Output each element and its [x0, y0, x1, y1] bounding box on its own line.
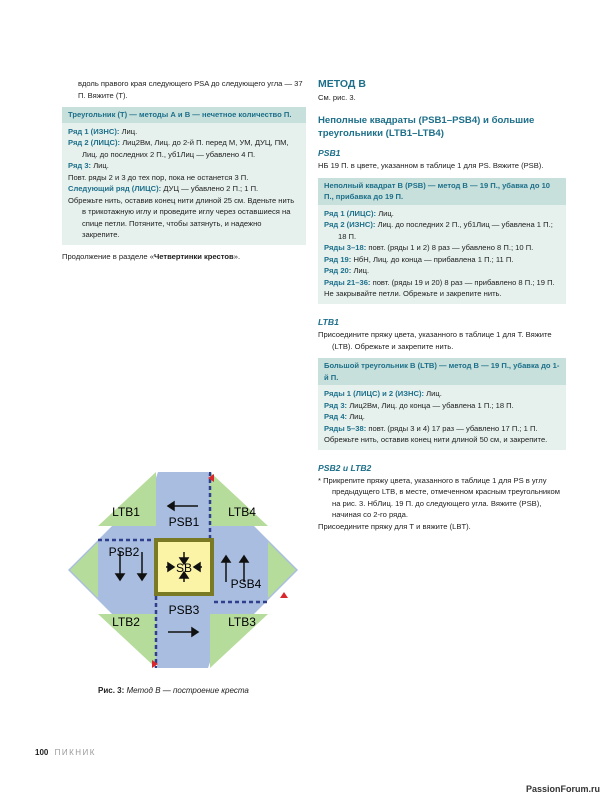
psb-box-header: Неполный квадрат В (PSB) — метод В — 19 П., убавка до 10 П., прибавка до 19 П. — [318, 178, 566, 205]
left-green-wedge — [70, 542, 98, 598]
triangle-row1: Ряд 1 (ИЗНС): Лиц. — [68, 126, 138, 136]
psb2-attach: Присоедините пряжу для Т и вяжите (LBT). — [318, 521, 471, 531]
intro-text: вдоль правого края следующего PSA до следующего угла — 37 П. Вяжите (Т). — [78, 79, 303, 100]
ltb1-title: LTB1 — [318, 316, 339, 327]
label-ltb1: LTB1 — [112, 505, 140, 519]
page-number: 100 — [35, 748, 49, 757]
psb-rows21-36: Ряды 21–36: повт. (ряды 19 и 20) 8 раз — прибавлено 8 П.; 19 П. — [324, 277, 555, 287]
section-title: Неполные квадраты (PSB1–PSB4) и большие треугольники (LTB1–LTB4) — [318, 115, 535, 140]
label-ltb4: LTB4 — [228, 505, 256, 519]
triangle-row2: Ряд 2 (ЛИЦС): Лиц2Вм, Лиц. до 2-й П. перед М, УМ, ДУЦ, ПМ, Лиц. до последних 2 П., уб1Лиц — убавлено 4 П. — [68, 138, 289, 159]
psb-instructions-box — [318, 178, 566, 304]
label-psb2: PSB2 — [108, 545, 140, 559]
continue-note: Продолжение в разделе «Четвертинки крестов». — [62, 251, 241, 261]
watermark: PassionForum.ru — [525, 784, 600, 794]
label-psb4: PSB4 — [230, 577, 262, 591]
figure-caption: Рис. 3: Метод В — построение креста — [98, 686, 249, 695]
psb-rows3-18: Ряды 3–18: повт. (ряды 1 и 2) 8 раз — убавлено 8 П.; 10 П. — [324, 243, 534, 253]
psb-row19: Ряд 19: НбН, Лиц. до конца — прибавлена 1 П.; 11 П. — [324, 254, 514, 264]
magazine-name: ПИКНИК — [54, 748, 96, 757]
psb2-note: * Прикрепите пряжу цвета, указанного в таблице 1 для PS в углу предыдущего LTB, в месте, отмеченном красным треугольником на рис. 3. НбЛиц. 19 П. до следующего угла. Вяжите (PSB), начиная со 2-го ряда. — [318, 475, 560, 520]
triangle-repeat: Повт. ряды 2 и 3 до тех пор, пока не останется 3 П. — [68, 172, 249, 182]
continue-link[interactable]: Четвертинки крестов — [153, 251, 234, 261]
triangle-instructions-box — [62, 107, 306, 245]
ltb-cut: Обрежьте нить, оставив конец нити длиной 50 см, и закрепите. — [324, 435, 548, 445]
ltb-row4: Ряд 4: Лиц. — [324, 412, 365, 422]
method-ref: См. рис. 3. — [318, 92, 356, 102]
cross-diagram — [68, 464, 298, 676]
ltb-box-header: Большой треугольник В (LTB) — метод В — 19 П., убавка до 1-й П. — [318, 358, 566, 385]
psb-row2: Ряд 2 (ИЗНС): Лиц. до последних 2 П., уб1Лиц — убавлена 1 П.; 18 П. — [324, 220, 553, 241]
red-marker-right — [280, 592, 288, 598]
psb2-title: PSB2 и LTB2 — [318, 462, 372, 473]
right-green-wedge — [268, 542, 296, 598]
label-sb: SB — [175, 561, 193, 575]
label-ltb3: LTB3 — [228, 615, 256, 629]
label-psb1: PSB1 — [168, 515, 200, 529]
right-column — [318, 78, 566, 533]
psb1-text: НБ 19 П. в цвете, указанном в таблице 1 для PS. Вяжите (PSB). — [318, 161, 544, 171]
method-title: МЕТОД В — [318, 78, 366, 90]
triangle-box-header: Треугольник (Т) — методы А и В — нечетное количество П. — [62, 107, 306, 123]
label-ltb2: LTB2 — [112, 615, 140, 629]
ltb-row3: Ряд 3: Лиц2Вм, Лиц. до конца — убавлена 1 П.; 18 П. — [324, 400, 514, 410]
triangle-cut-text: Обрежьте нить, оставив конец нити длиной 25 см. Вденьте нить в трикотажную иглу и проведите иглу через оставшиеся на спице петли. Потяните, чтобы затянуть, и надежно закрепите. — [68, 195, 295, 240]
left-column — [62, 78, 306, 262]
page-footer — [35, 748, 96, 757]
ltb1-text: Присоедините пряжу цвета, указанного в таблице 1 для Т. Вяжите (LTB). Обрежьте и закрепите нить. — [318, 330, 552, 351]
ltb-rows1-2: Ряды 1 (ЛИЦС) и 2 (ИЗНС): Лиц. — [324, 389, 442, 399]
label-psb3: PSB3 — [168, 603, 200, 617]
psb-final: Не закрывайте петли. Обрежьте и закрепите нить. — [324, 289, 502, 299]
triangle-row3: Ряд 3: Лиц. — [68, 161, 109, 171]
psb-row20: Ряд 20: Лиц. — [324, 266, 370, 276]
ltb-rows5-38: Ряды 5–38: повт. (ряды 3 и 4) 17 раз — убавлено 17 П.; 1 П. — [324, 423, 538, 433]
psb-row1: Ряд 1 (ЛИЦС): Лиц. — [324, 208, 394, 218]
triangle-next-row: Следующий ряд (ЛИЦС): ДУЦ — убавлено 2 П.; 1 П. — [68, 184, 259, 194]
psb1-title: PSB1 — [318, 148, 341, 159]
ltb-instructions-box — [318, 358, 566, 450]
